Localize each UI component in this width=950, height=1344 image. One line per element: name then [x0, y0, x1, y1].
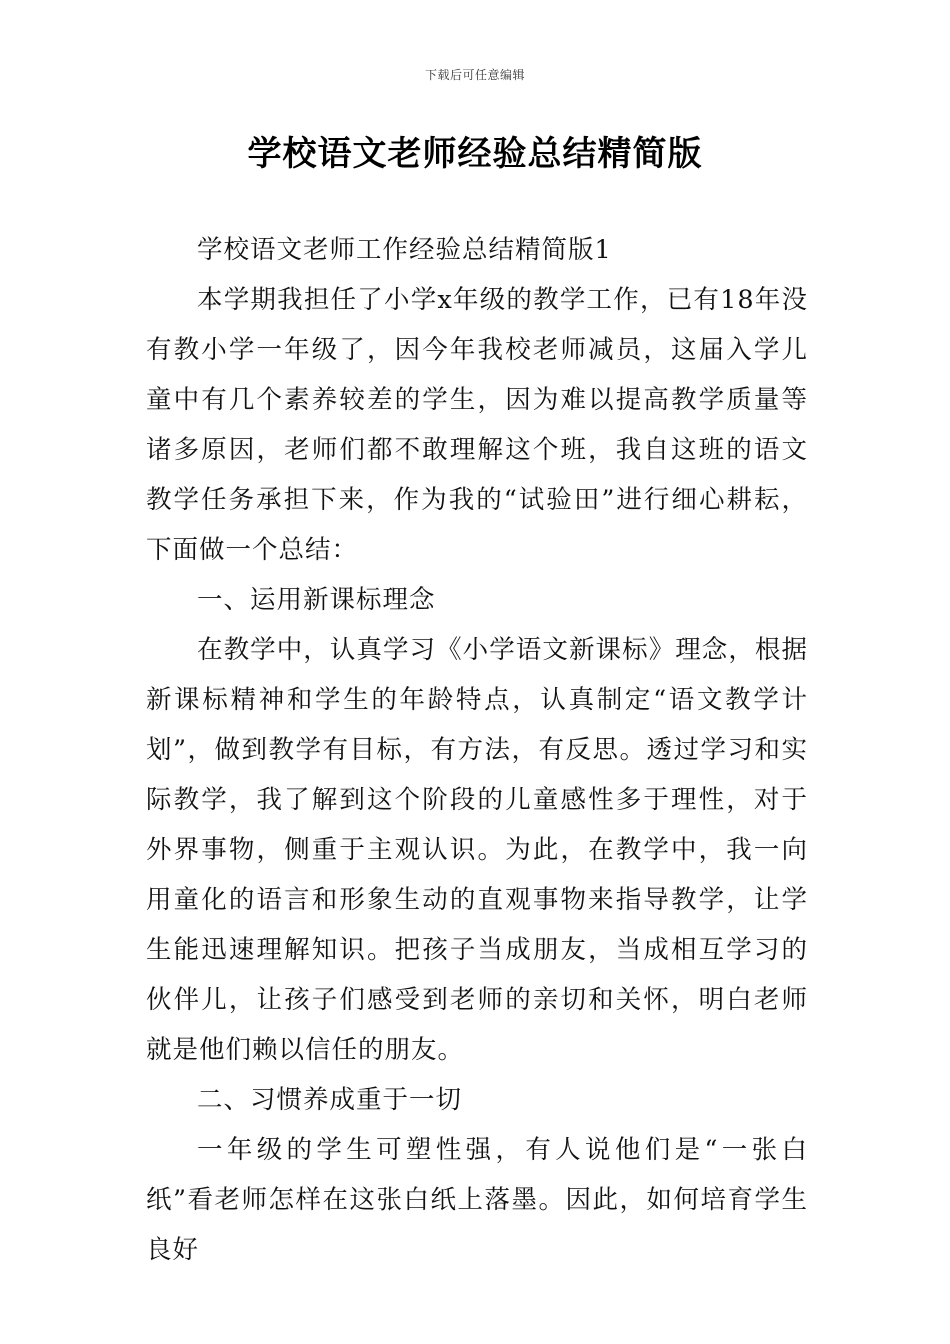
paragraph-subtitle: 学校语文老师工作经验总结精简版1	[197, 235, 612, 265]
document-body	[146, 225, 808, 1275]
header-note: 下载后可任意编辑	[424, 68, 525, 82]
document-title: 学校语文老师经验总结精简版	[247, 134, 703, 174]
section-heading-2: 二、习惯养成重于一切	[197, 1085, 463, 1115]
paragraph-section-2: 一年级的学生可塑性强，有人说他们是“一张白纸”看老师怎样在这张白纸上落墨。因此，如何培育学生良好	[146, 1135, 808, 1265]
paragraph-section-1: 在教学中，认真学习《小学语文新课标》理念，根据新课标精神和学生的年龄特点，认真制定“语文教学计划”，做到教学有目标，有方法，有反思。透过学习和实际教学，我了解到这个阶段的儿童感性多于理性，对于外界事物，侧重于主观认识。为此，在教学中，我一向用童化的语言和形象生动的直观事物来指导教学，让学生能迅速理解知识。把孩子当成朋友，当成相互学习的伙伴儿，让孩子们感受到老师的亲切和关怀，明白老师就是他们赖以信任的朋友。	[146, 635, 808, 1065]
paragraph-intro: 本学期我担任了小学x年级的教学工作，已有18年没有教小学一年级了，因今年我校老师减员，这届入学儿童中有几个素养较差的学生，因为难以提高教学质量等诸多原因，老师们都不敢理解这个班，我自这班的语文教学任务承担下来，作为我的“试验田”进行细心耕耘，下面做一个总结：	[146, 285, 808, 565]
section-heading-1: 一、运用新课标理念	[197, 585, 436, 615]
